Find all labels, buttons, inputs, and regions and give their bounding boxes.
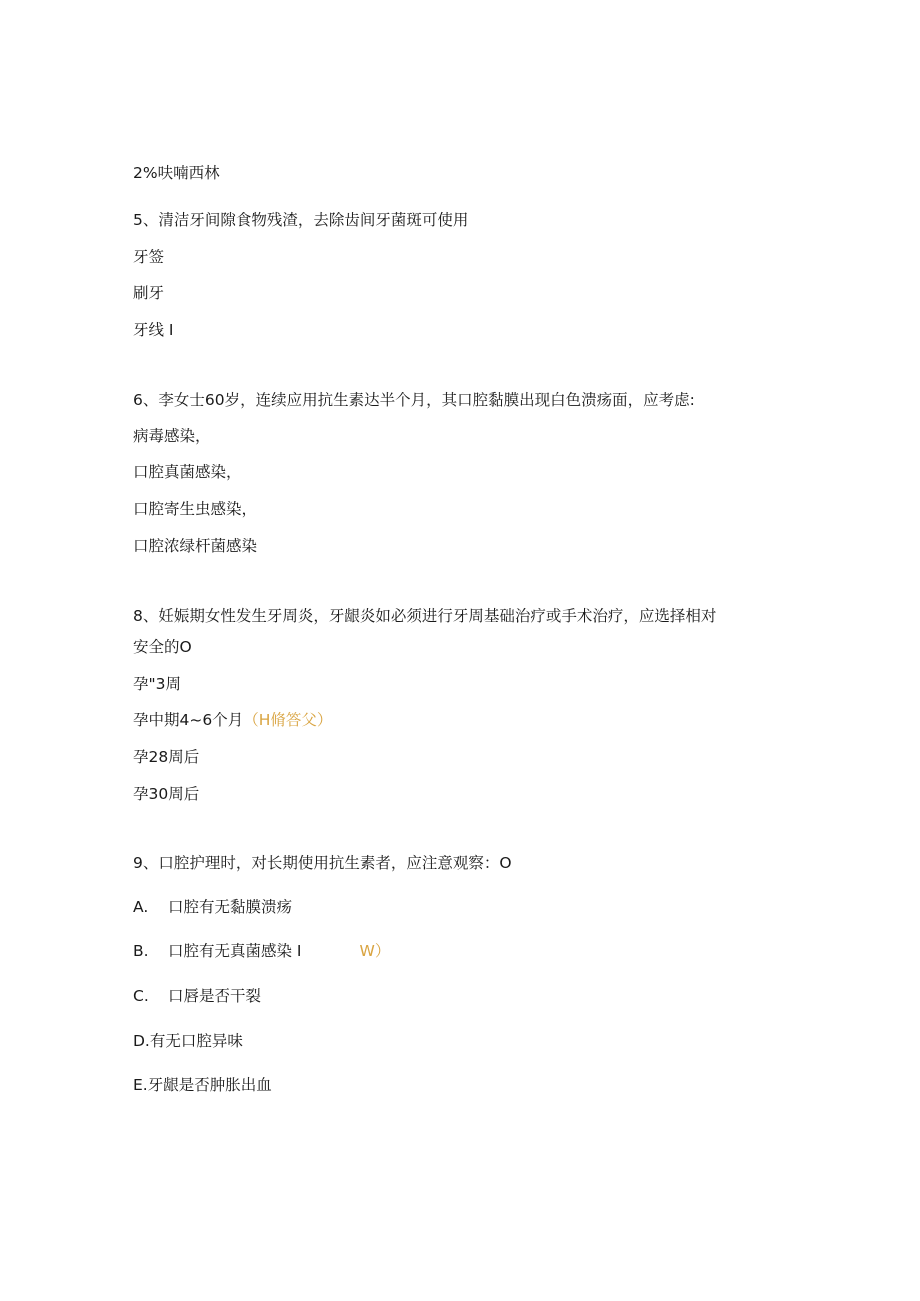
q8-option-2-row xyxy=(133,710,332,730)
q9-option-a xyxy=(133,897,292,917)
q9-option-b xyxy=(133,941,390,961)
q5-option-1: 牙签 xyxy=(133,248,165,266)
q9-option-e: E.牙龈是否肿胀出血 xyxy=(133,1076,272,1094)
q9-option-c-letter: C. xyxy=(133,987,149,1005)
q5-option-2: 刷牙 xyxy=(133,284,165,302)
q5-option-3: 牙线 I xyxy=(133,321,174,339)
q6-option-3: 口腔寄生虫感染， xyxy=(133,500,258,518)
q6-question: 6、李女士60岁，连续应用抗生素达半个月，其口腔黏膜出现白色溃疡面，应考虑: xyxy=(133,391,695,409)
q8-option-1: 孕"3周 xyxy=(133,675,181,693)
q8-option-2: 孕中期4~6个月 xyxy=(133,711,244,729)
q6-option-4: 口腔浓绿杆菌感染 xyxy=(133,537,258,555)
q9-option-b-letter: B. xyxy=(133,942,149,960)
q9-question: 9、口腔护理时，对长期使用抗生素者，应注意观察：O xyxy=(133,854,512,872)
q6-option-2: 口腔真菌感染， xyxy=(133,463,242,481)
q8-question-line1: 8、妊娠期女性发生牙周炎，牙龈炎如必须进行牙周基础治疗或手术治疗，应选择相对 xyxy=(133,607,717,625)
q4-option-furacilin: 2%呋喃西林 xyxy=(133,164,220,182)
q9-option-b-text: 口腔有无真菌感染 I xyxy=(168,942,302,960)
q8-option-3: 孕28周后 xyxy=(133,748,200,766)
q5-question: 5、清洁牙间隙食物残渣，去除齿间牙菌斑可使用 xyxy=(133,211,469,229)
q8-option-4: 孕30周后 xyxy=(133,785,200,803)
q9-option-c-text: 口唇是否干裂 xyxy=(168,987,262,1005)
q9-option-a-text: 口腔有无黏膜溃疡 xyxy=(168,898,293,916)
q8-question-line2: 安全的O xyxy=(133,638,192,656)
q9-option-c xyxy=(133,986,261,1006)
q8-answer-annotation: （H脩答父） xyxy=(243,711,333,729)
q9-answer-annotation: W） xyxy=(359,942,391,960)
q6-option-1: 病毒感染， xyxy=(133,427,211,445)
q9-option-a-letter: A. xyxy=(133,898,149,916)
q9-option-d: D.有无口腔异味 xyxy=(133,1032,243,1050)
